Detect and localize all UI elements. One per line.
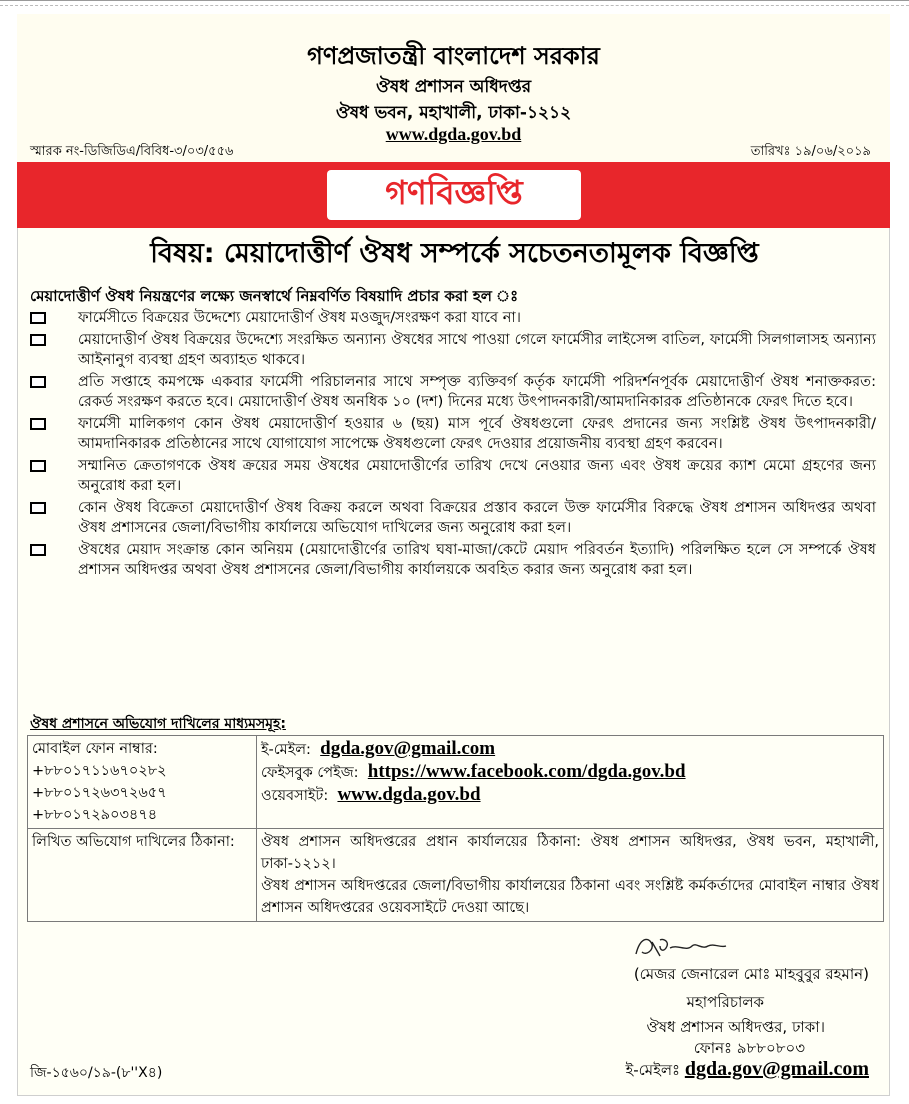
list-item xyxy=(28,498,876,538)
mobile-label: মোবাইল ফোন নাম্বার: xyxy=(32,741,158,757)
mobile-number: +৮৮০১৭২৬৩৭২৬৫৭ xyxy=(32,785,167,801)
signatory-email[interactable]: dgda.gov@gmail.com xyxy=(684,1058,869,1080)
email-link[interactable]: dgda.gov@gmail.com xyxy=(320,738,496,759)
item-text: ফার্মেসী মালিকগণ কোন ঔষধ মেয়াদোত্তীর্ণ হওয়ার ৬ (ছয়) মাস পূর্বে ঔষধগুলো ফেরৎ প্রদানের জন্য সংশ্লিষ্ট ঔষধ উৎপাদনকারী/আমদানিকারক প্রতিষ্ঠানের সাথে যোগাযোগ সাপেক্ষে ঔষধগুলো ফেরৎ দেওয়ার প্রয়োজনীয় ব্যবস্থা গ্রহণ করবেন। xyxy=(78,415,876,452)
mobile-number: +৮৮০১৭২৯০৩৪৭৪ xyxy=(32,807,158,823)
website-link[interactable]: www.dgda.gov.bd xyxy=(337,784,481,805)
list-item xyxy=(28,540,876,580)
checkbox-icon xyxy=(30,544,46,556)
top-border xyxy=(0,0,909,6)
reference-code: জি-১৫৬০/১৯-(৮''X৪) xyxy=(30,1065,163,1081)
district-office-info: ঔষধ প্রশাসন অধিদপ্তরের জেলা/বিভাগীয় কার্যালয়ের ঠিকানা এবং সংশ্লিষ্ট কর্মকর্তাদের মোবাইল নাম্বার ঔষধ প্রশাসন অধিদপ্তরের ওয়েবসাইটে দেওয়া আছে। xyxy=(261,878,879,916)
mobile-number: +৮৮০১৭১১৬৭০২৮২ xyxy=(32,763,167,779)
signatory-phone: ফোনঃ ৯৮৮০৮০৩ xyxy=(693,1039,805,1057)
online-channels-cell xyxy=(257,736,884,829)
list-item xyxy=(28,414,876,454)
notice-items xyxy=(28,308,876,582)
list-item xyxy=(28,372,876,412)
signatory-title: মহাপরিচালক xyxy=(686,993,764,1011)
government-name: গণপ্রজাতন্ত্রী বাংলাদেশ সরকার xyxy=(307,42,600,70)
channels-heading: ঔষধ প্রশাসনে অভিযোগ দাখিলের মাধ্যমসমূহ: xyxy=(30,716,286,732)
signatory-name: (মেজর জেনারেল মোঃ মাহবুবুর রহমান) xyxy=(633,965,869,983)
signatory-office: ঔষধ প্রশাসন অধিদপ্তর, ঢাকা। xyxy=(646,1018,825,1036)
checkbox-icon xyxy=(30,502,46,514)
item-text: প্রতি সপ্তাহে কমপক্ষে একবার ফার্মেসী পরিচালনার সাথে সম্পৃক্ত ব্যক্তিবর্গ কর্তৃক ফার্মেসী পরিদর্শনপূর্বক মেয়াদোত্তীর্ণ ঔষধ শনাক্তকরত: রেকর্ড সংরক্ষণ করতে হবে। মেয়াদোত্তীর্ণ ঔষধ অনধিক ১০ (দশ) দিনের মধ্যে উৎপাদনকারী/আমদানিকারক প্রতিষ্ঠানকে ফেরৎ দিতে হবে। xyxy=(78,373,876,410)
facebook-label: ফেইসবুক পেইজ: xyxy=(261,765,359,781)
table-row xyxy=(28,829,884,922)
subject-line: বিষয়: মেয়াদোত্তীর্ণ ঔষধ সম্পর্কে সচেতনতামূলক বিজ্ঞপ্তি xyxy=(150,238,759,269)
signatory-email-label: ই-মেইলঃ xyxy=(625,1061,681,1079)
header-website: www.dgda.gov.bd xyxy=(385,124,522,144)
head-office-address: ঔষধ প্রশাসন অধিদপ্তরের প্রধান কার্যালয়ের ঠিকানা: ঔষধ প্রশাসন অধিদপ্তর, ঔষধ ভবন, মহাখালী, ঢাকা-১২১২। xyxy=(261,834,879,872)
item-text: ঔষধের মেয়াদ সংক্রান্ত কোন অনিয়ম (মেয়াদোত্তীর্ণের তারিখ ঘষা-মাজা/কেটে মেয়াদ পরিবর্তন ইত্যাদি) পরিলক্ষিত হলে সে সম্পর্কে ঔষধ প্রশাসন অধিদপ্তর অথবা ঔষধ প্রশাসনের জেলা/বিভাগীয় কার্যালয়কে অবহিত করার জন্য অনুরোধ করা হল। xyxy=(78,541,876,578)
item-text: মেয়াদোত্তীর্ণ ঔষধ বিক্রয়ের উদ্দেশ্যে সংরক্ষিত অন্যান্য ঔষধের সাথে পাওয়া গেলে ফার্মেসীর লাইসেন্স বাতিল, ফার্মেসী সিলগালাসহ অন্যান্য আইনানুগ ব্যবস্থা গ্রহণ অব্যাহত থাকবে। xyxy=(78,331,876,368)
intro-text: মেয়াদোত্তীর্ণ ঔষধ নিয়ন্ত্রণের লক্ষ্যে জনস্বার্থে নিম্নবর্ণিত বিষয়াদি প্রচার করা হল ঃ xyxy=(30,287,519,305)
written-complaint-label: লিখিত অভিযোগ দাখিলের ঠিকানা: xyxy=(32,834,235,850)
checkbox-icon xyxy=(30,312,46,324)
department-address: ঔষধ ভবন, মহাখালী, ঢাকা-১২১২ xyxy=(335,103,572,123)
list-item xyxy=(28,308,876,328)
item-text: কোন ঔষধ বিক্রেতা মেয়াদোত্তীর্ণ ঔষধ বিক্রয় করলে অথবা বিক্রয়ের প্রস্তাব করলে উক্ত ফার্মেসীর বিরুদ্ধে ঔষধ প্রশাসন অধিদপ্তর অথবা ঔষধ প্রশাসনের জেলা/বিভাগীয় কার্যালয়ে অভিযোগ দাখিলের জন্য অনুরোধ করা হল। xyxy=(78,499,876,536)
website-label: ওয়েবসাইট: xyxy=(261,788,329,804)
address-cell xyxy=(257,829,884,922)
checkbox-icon xyxy=(30,376,46,388)
mobile-cell xyxy=(28,736,257,829)
facebook-link[interactable]: https://www.facebook.com/dgda.gov.bd xyxy=(367,761,686,782)
signature-image xyxy=(630,934,730,962)
item-text: সম্মানিত ক্রেতাগণকে ঔষধ ক্রয়ের সময় ঔষধের মেয়াদোত্তীর্ণের তারিখ দেখে নেওয়ার জন্য এবং ঔষধ ক্রয়ের ক্যাশ মেমো গ্রহণের জন্য অনুরোধ করা হল। xyxy=(78,457,876,494)
signatory-email-line xyxy=(625,1058,869,1084)
email-label: ই-মেইল: xyxy=(261,742,311,758)
list-item xyxy=(28,456,876,496)
table-row xyxy=(28,736,884,829)
list-item xyxy=(28,330,876,370)
notice-date: তারিখঃ ১৯/০৬/২০১৯ xyxy=(750,144,871,159)
checkbox-icon xyxy=(30,334,46,346)
notice-title: গণবিজ্ঞপ্তি xyxy=(327,170,581,220)
item-text: ফার্মেসীতে বিক্রয়ের উদ্দেশ্যে মেয়াদোত্তীর্ণ ঔষধ মওজুদ/সংরক্ষণ করা যাবে না। xyxy=(78,309,521,326)
written-complaint-cell xyxy=(28,829,257,922)
checkbox-icon xyxy=(30,460,46,472)
channels-table xyxy=(27,735,884,922)
department-name: ঔষধ প্রশাসন অধিদপ্তর xyxy=(375,77,532,97)
checkbox-icon xyxy=(30,418,46,430)
memo-number: স্মারক নং-ডিজিডিএ/বিবিধ-৩/০৩/৫৫৬ xyxy=(30,144,234,159)
